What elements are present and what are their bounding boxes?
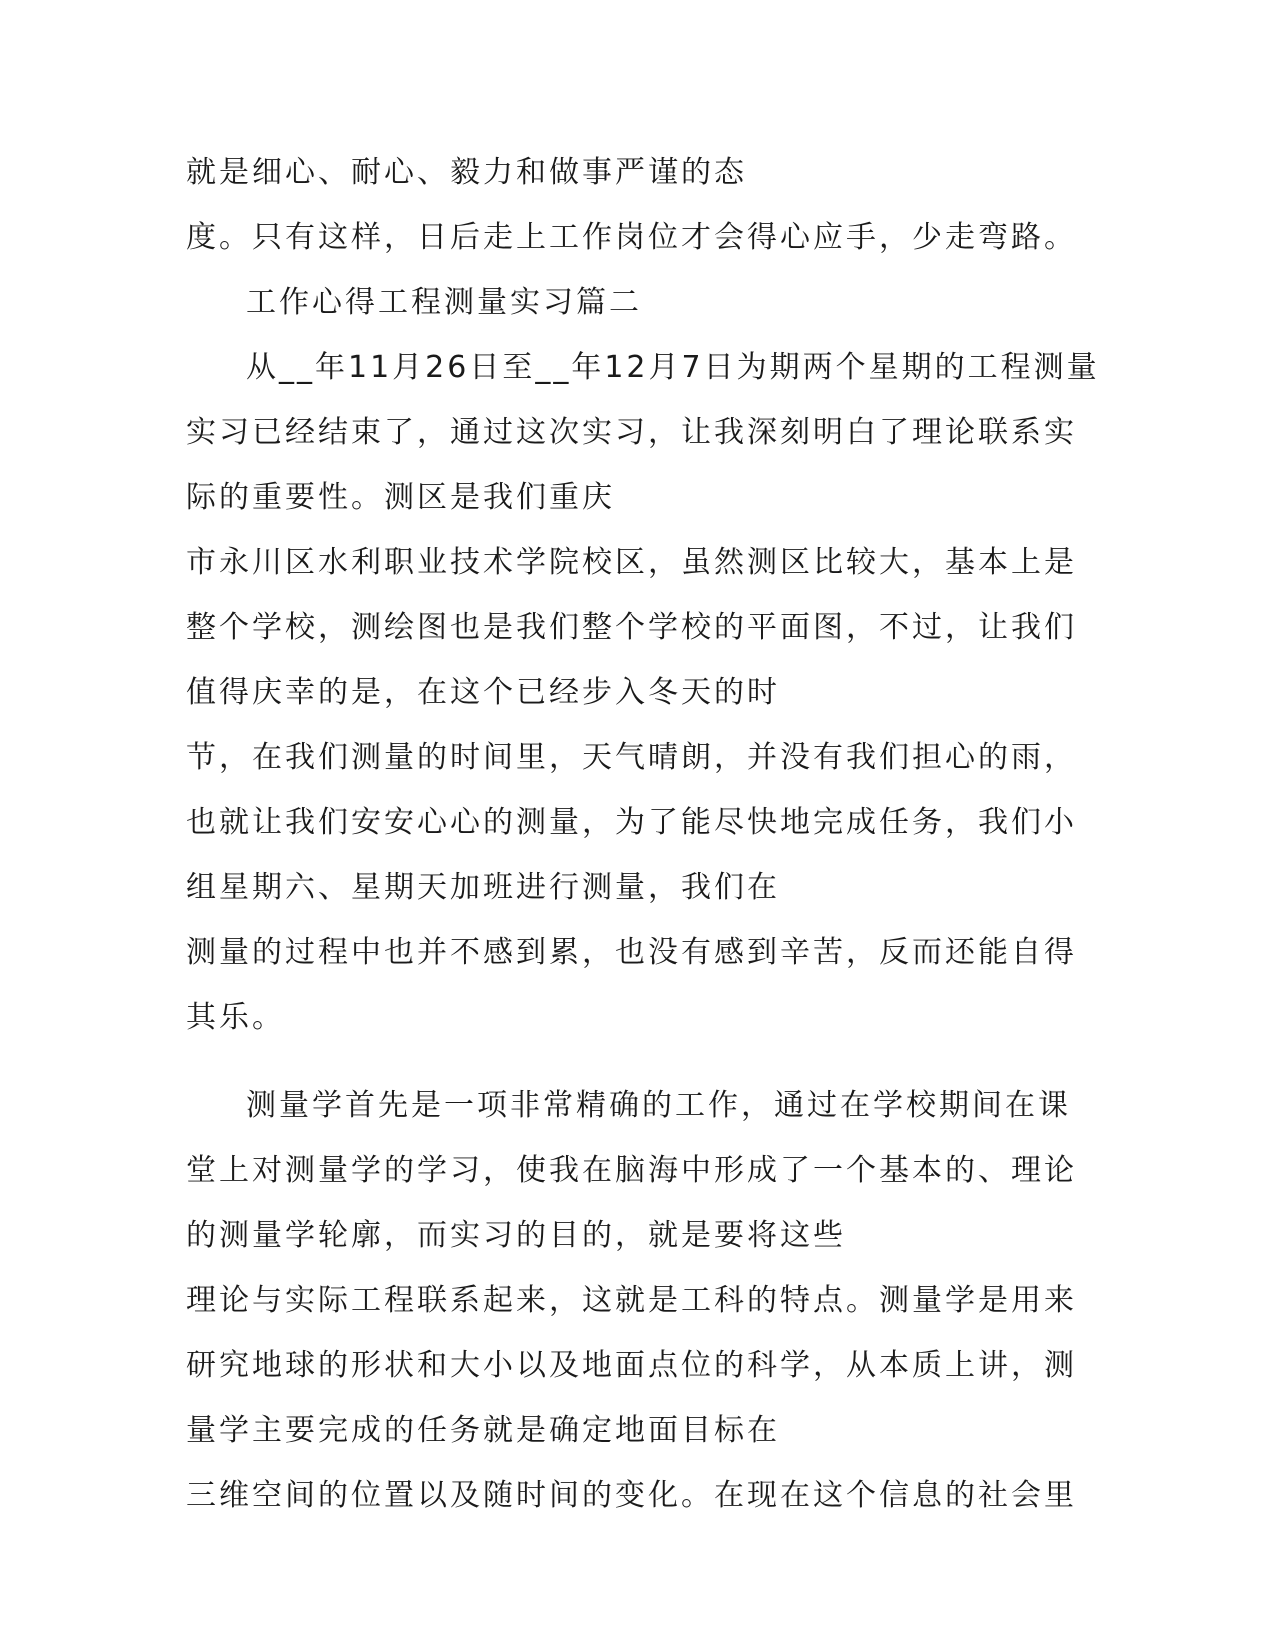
- text-line: 量学主要完成的任务就是确定地面目标在: [186, 1413, 780, 1448]
- text-line: 度。只有这样，日后走上工作岗位才会得心应手，少走弯路。: [186, 220, 1077, 255]
- text-line: 三维空间的位置以及随时间的变化。在现在这个信息的社会里: [186, 1478, 1077, 1513]
- text-line: 测量学首先是一项非常精确的工作，通过在学校期间在课: [246, 1088, 1071, 1123]
- text-line: 测量的过程中也并不感到累，也没有感到辛苦，反而还能自得: [186, 935, 1077, 970]
- text-line: 值得庆幸的是，在这个已经步入冬天的时: [186, 675, 780, 710]
- paragraph-gap: [186, 1050, 1086, 1073]
- text-line: 理论与实际工程联系起来，这就是工科的特点。测量学是用来: [186, 1283, 1077, 1318]
- text-line: 组星期六、星期天加班进行测量，我们在: [186, 870, 780, 905]
- text-line: 从__年11月26日至__年12月7日为期两个星期的工程测量: [246, 350, 1100, 385]
- document-body: [186, 140, 1100, 1528]
- section-heading: 工作心得工程测量实习篇二: [246, 285, 642, 320]
- text-line: 实习已经结束了，通过这次实习，让我深刻明白了理论联系实: [186, 415, 1077, 450]
- text-line: 际的重要性。测区是我们重庆: [186, 480, 615, 515]
- text-line: 也就让我们安安心心的测量，为了能尽快地完成任务，我们小: [186, 805, 1077, 840]
- text-line: 市永川区水利职业技术学院校区，虽然测区比较大，基本上是: [186, 545, 1077, 580]
- text-line: 的测量学轮廓，而实习的目的，就是要将这些: [186, 1218, 846, 1253]
- text-line: 就是细心、耐心、毅力和做事严谨的态: [186, 155, 747, 190]
- text-line: 整个学校，测绘图也是我们整个学校的平面图，不过，让我们: [186, 610, 1077, 645]
- text-line: 其乐。: [186, 1000, 285, 1035]
- text-line: 堂上对测量学的学习，使我在脑海中形成了一个基本的、理论: [186, 1153, 1077, 1188]
- text-line: 节，在我们测量的时间里，天气晴朗，并没有我们担心的雨，: [186, 740, 1077, 775]
- text-line: 研究地球的形状和大小以及地面点位的科学，从本质上讲，测: [186, 1348, 1077, 1383]
